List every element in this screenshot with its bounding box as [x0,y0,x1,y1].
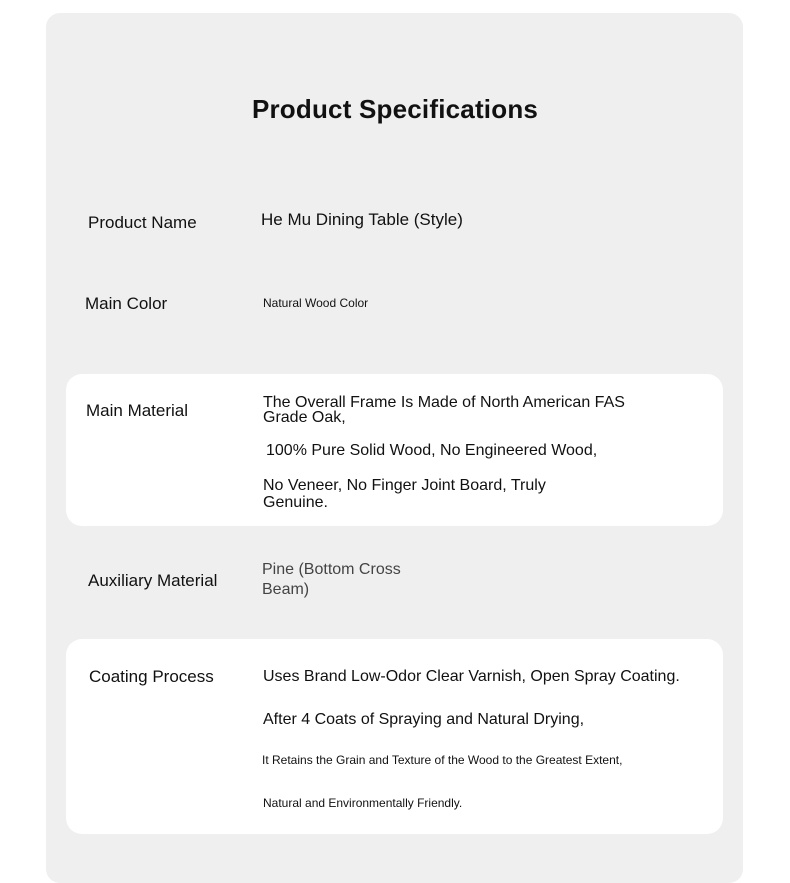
product-name-label: Product Name [88,213,197,232]
coating-process-line-1: Uses Brand Low-Odor Clear Varnish, Open Spray Coating. [263,668,680,685]
main-material-label: Main Material [86,401,189,420]
main-material-line-3: 100% Pure Solid Wood, No Engineered Wood, [266,442,598,459]
main-material-line-1: The Overall Frame Is Made of North American FAS [263,394,625,411]
coating-process-line-4: Natural and Environmentally Friendly. [263,796,463,810]
main-material-line-2: Grade Oak, [263,409,346,426]
coating-process-line-2: After 4 Coats of Spraying and Natural Drying, [263,711,585,728]
main-material-line-4: No Veneer, No Finger Joint Board, Truly [263,477,546,494]
auxiliary-material-line-1: Pine (Bottom Cross [262,561,401,578]
coating-process-label: Coating Process [89,667,214,686]
auxiliary-material-label: Auxiliary Material [88,571,218,590]
main-material-line-5: Genuine. [263,494,328,511]
main-color-label: Main Color [85,294,168,313]
page-title: Product Specifications [251,94,539,124]
coating-process-line-3: It Retains the Grain and Texture of the Wood to the Greatest Extent, [262,753,623,767]
product-name-value: He Mu Dining Table (Style) [261,210,463,229]
auxiliary-material-line-2: Beam) [262,581,310,598]
main-color-value: Natural Wood Color [263,296,369,310]
